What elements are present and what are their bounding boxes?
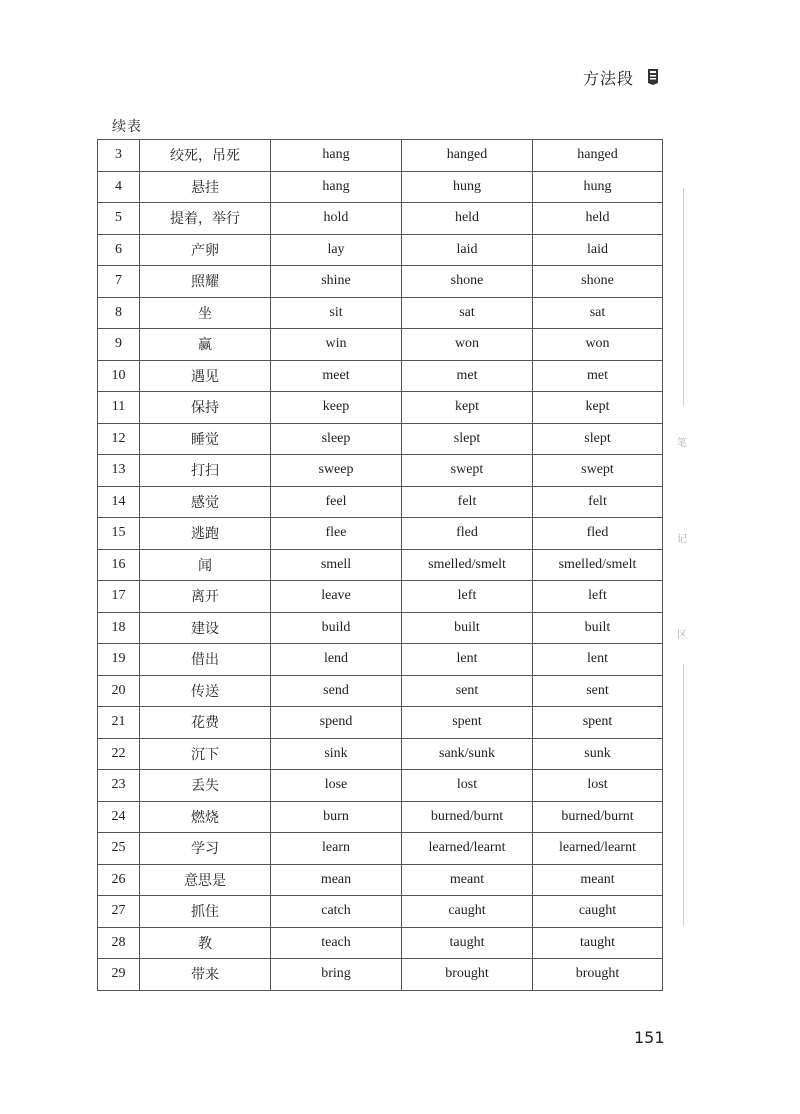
table-row [98, 360, 663, 392]
table-body [98, 140, 663, 991]
table-row [98, 927, 663, 959]
past-participle-cell: sunk [533, 738, 663, 770]
chinese-meaning-cell: 传送 [140, 675, 271, 707]
past-participle-cell: shone [533, 266, 663, 298]
past-participle-cell: lost [533, 770, 663, 802]
past-participle-cell: built [533, 612, 663, 644]
chinese-meaning-cell: 燃烧 [140, 801, 271, 833]
table-row [98, 833, 663, 865]
row-number-cell: 28 [98, 927, 140, 959]
past-participle-cell: met [533, 360, 663, 392]
row-number-cell: 19 [98, 644, 140, 676]
past-participle-cell: learned/learnt [533, 833, 663, 865]
row-number-cell: 18 [98, 612, 140, 644]
past-participle-cell: smelled/smelt [533, 549, 663, 581]
table-row [98, 612, 663, 644]
past-participle-cell: laid [533, 234, 663, 266]
past-tense-cell: sank/sunk [402, 738, 533, 770]
chinese-meaning-cell: 坐 [140, 297, 271, 329]
base-form-cell: spend [271, 707, 402, 739]
base-form-cell: feel [271, 486, 402, 518]
chinese-meaning-cell: 花费 [140, 707, 271, 739]
base-form-cell: meet [271, 360, 402, 392]
table-row [98, 455, 663, 487]
base-form-cell: sleep [271, 423, 402, 455]
row-number-cell: 23 [98, 770, 140, 802]
chinese-meaning-cell: 借出 [140, 644, 271, 676]
table-row [98, 297, 663, 329]
past-tense-cell: hung [402, 171, 533, 203]
base-form-cell: learn [271, 833, 402, 865]
book-seal-icon [646, 68, 660, 86]
table-row [98, 266, 663, 298]
past-participle-cell: won [533, 329, 663, 361]
row-number-cell: 11 [98, 392, 140, 424]
past-tense-cell: sent [402, 675, 533, 707]
table-row [98, 140, 663, 172]
row-number-cell: 12 [98, 423, 140, 455]
table-row [98, 864, 663, 896]
past-tense-cell: left [402, 581, 533, 613]
past-participle-cell: left [533, 581, 663, 613]
row-number-cell: 5 [98, 203, 140, 235]
past-tense-cell: hanged [402, 140, 533, 172]
table-row [98, 486, 663, 518]
past-tense-cell: laid [402, 234, 533, 266]
row-number-cell: 20 [98, 675, 140, 707]
past-tense-cell: slept [402, 423, 533, 455]
base-form-cell: send [271, 675, 402, 707]
chinese-meaning-cell: 闻 [140, 549, 271, 581]
chinese-meaning-cell: 提着，举行 [140, 203, 271, 235]
chinese-meaning-cell: 丢失 [140, 770, 271, 802]
page-number: 151 [634, 1028, 665, 1047]
section-title: 方法段 [583, 69, 635, 88]
past-tense-cell: felt [402, 486, 533, 518]
past-tense-cell: lent [402, 644, 533, 676]
base-form-cell: hold [271, 203, 402, 235]
chinese-meaning-cell: 离开 [140, 581, 271, 613]
table-row [98, 203, 663, 235]
table-row [98, 171, 663, 203]
row-number-cell: 24 [98, 801, 140, 833]
continued-label: 续表 [112, 119, 142, 135]
table-row [98, 959, 663, 991]
past-tense-cell: shone [402, 266, 533, 298]
margin-rule-bottom [683, 664, 684, 926]
row-number-cell: 25 [98, 833, 140, 865]
row-number-cell: 16 [98, 549, 140, 581]
chinese-meaning-cell: 悬挂 [140, 171, 271, 203]
row-number-cell: 10 [98, 360, 140, 392]
row-number-cell: 9 [98, 329, 140, 361]
past-participle-cell: sent [533, 675, 663, 707]
row-number-cell: 6 [98, 234, 140, 266]
row-number-cell: 22 [98, 738, 140, 770]
past-participle-cell: sat [533, 297, 663, 329]
row-number-cell: 13 [98, 455, 140, 487]
table-row [98, 896, 663, 928]
table-row [98, 707, 663, 739]
past-tense-cell: sat [402, 297, 533, 329]
past-participle-cell: fled [533, 518, 663, 550]
table-row [98, 392, 663, 424]
row-number-cell: 8 [98, 297, 140, 329]
table-row [98, 675, 663, 707]
chinese-meaning-cell: 感觉 [140, 486, 271, 518]
table-row [98, 518, 663, 550]
past-tense-cell: lost [402, 770, 533, 802]
row-number-cell: 26 [98, 864, 140, 896]
row-number-cell: 17 [98, 581, 140, 613]
table-row [98, 770, 663, 802]
past-participle-cell: held [533, 203, 663, 235]
past-participle-cell: hung [533, 171, 663, 203]
row-number-cell: 29 [98, 959, 140, 991]
past-tense-cell: held [402, 203, 533, 235]
chinese-meaning-cell: 带来 [140, 959, 271, 991]
chinese-meaning-cell: 绞死，吊死 [140, 140, 271, 172]
past-tense-cell: smelled/smelt [402, 549, 533, 581]
side-note-char: 区 [677, 630, 687, 641]
past-participle-cell: brought [533, 959, 663, 991]
past-tense-cell: fled [402, 518, 533, 550]
base-form-cell: hang [271, 171, 402, 203]
base-form-cell: bring [271, 959, 402, 991]
past-tense-cell: spent [402, 707, 533, 739]
base-form-cell: catch [271, 896, 402, 928]
chinese-meaning-cell: 意思是 [140, 864, 271, 896]
past-tense-cell: swept [402, 455, 533, 487]
past-tense-cell: brought [402, 959, 533, 991]
base-form-cell: sweep [271, 455, 402, 487]
row-number-cell: 4 [98, 171, 140, 203]
chinese-meaning-cell: 睡觉 [140, 423, 271, 455]
base-form-cell: sink [271, 738, 402, 770]
past-tense-cell: won [402, 329, 533, 361]
chinese-meaning-cell: 照耀 [140, 266, 271, 298]
past-participle-cell: swept [533, 455, 663, 487]
past-participle-cell: felt [533, 486, 663, 518]
chinese-meaning-cell: 学习 [140, 833, 271, 865]
past-participle-cell: meant [533, 864, 663, 896]
chinese-meaning-cell: 打扫 [140, 455, 271, 487]
base-form-cell: teach [271, 927, 402, 959]
table-row [98, 801, 663, 833]
base-form-cell: smell [271, 549, 402, 581]
past-participle-cell: taught [533, 927, 663, 959]
chinese-meaning-cell: 遇见 [140, 360, 271, 392]
past-participle-cell: spent [533, 707, 663, 739]
base-form-cell: lend [271, 644, 402, 676]
base-form-cell: shine [271, 266, 402, 298]
verb-table-container [97, 139, 662, 991]
irregular-verb-table [97, 139, 663, 991]
past-participle-cell: hanged [533, 140, 663, 172]
row-number-cell: 15 [98, 518, 140, 550]
row-number-cell: 14 [98, 486, 140, 518]
chinese-meaning-cell: 逃跑 [140, 518, 271, 550]
past-tense-cell: taught [402, 927, 533, 959]
table-row [98, 234, 663, 266]
row-number-cell: 27 [98, 896, 140, 928]
table-row [98, 738, 663, 770]
past-participle-cell: lent [533, 644, 663, 676]
base-form-cell: hang [271, 140, 402, 172]
table-row [98, 581, 663, 613]
table-row [98, 423, 663, 455]
base-form-cell: lay [271, 234, 402, 266]
base-form-cell: keep [271, 392, 402, 424]
chinese-meaning-cell: 抓住 [140, 896, 271, 928]
row-number-cell: 7 [98, 266, 140, 298]
row-number-cell: 21 [98, 707, 140, 739]
side-note-char: 记 [677, 534, 687, 545]
past-participle-cell: slept [533, 423, 663, 455]
chinese-meaning-cell: 建设 [140, 612, 271, 644]
past-tense-cell: kept [402, 392, 533, 424]
past-tense-cell: meant [402, 864, 533, 896]
base-form-cell: burn [271, 801, 402, 833]
base-form-cell: mean [271, 864, 402, 896]
base-form-cell: flee [271, 518, 402, 550]
base-form-cell: lose [271, 770, 402, 802]
past-participle-cell: burned/burnt [533, 801, 663, 833]
past-tense-cell: met [402, 360, 533, 392]
base-form-cell: sit [271, 297, 402, 329]
past-participle-cell: caught [533, 896, 663, 928]
side-note-char: 笔 [677, 438, 687, 449]
past-tense-cell: built [402, 612, 533, 644]
row-number-cell: 3 [98, 140, 140, 172]
past-participle-cell: kept [533, 392, 663, 424]
past-tense-cell: learned/learnt [402, 833, 533, 865]
past-tense-cell: caught [402, 896, 533, 928]
margin-rule-top [683, 188, 684, 406]
chinese-meaning-cell: 沉下 [140, 738, 271, 770]
base-form-cell: build [271, 612, 402, 644]
table-row [98, 329, 663, 361]
chinese-meaning-cell: 产卵 [140, 234, 271, 266]
chinese-meaning-cell: 保持 [140, 392, 271, 424]
past-tense-cell: burned/burnt [402, 801, 533, 833]
chinese-meaning-cell: 赢 [140, 329, 271, 361]
chinese-meaning-cell: 教 [140, 927, 271, 959]
table-row [98, 549, 663, 581]
base-form-cell: win [271, 329, 402, 361]
table-row [98, 644, 663, 676]
base-form-cell: leave [271, 581, 402, 613]
